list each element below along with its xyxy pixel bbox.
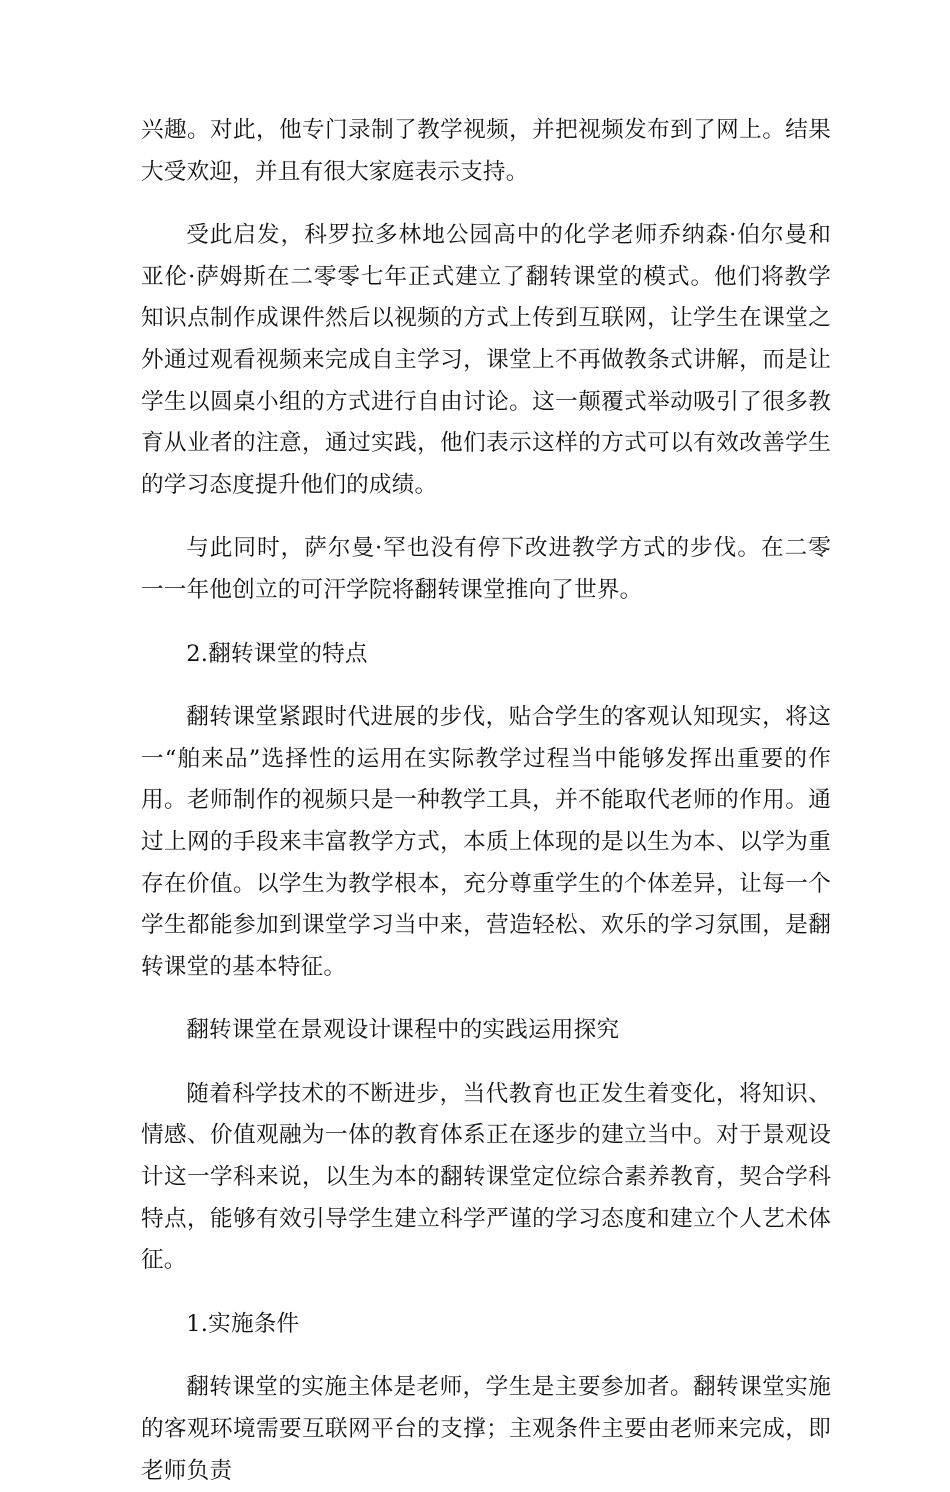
- paragraph: 翻转课堂紧跟时代进展的步伐，贴合学生的客观认知现实，将这一“舶来品”选择性的运用在实际教学过程当中能够发挥出重要的作用。老师制作的视频只是一种教学工具，并不能取代老师的作用。通过上网的手段来丰富教学方式，本质上体现的是以生为本、以学为重存在价值。以学生为教学根本，充分尊重学生的个体差异，让每一个学生都能参加到课堂学习当中来，营造轻松、欢乐的学习氛围，是翻转课堂的基本特征。: [141, 704, 831, 980]
- section-heading: 2.翻转课堂的特点: [186, 640, 368, 667]
- section-heading: 1.实施条件: [186, 1310, 300, 1337]
- paragraph: 与此同时，萨尔曼·罕也没有停下改进教学方式的步伐。在二零一一年他创立的可汗学院将翻转课堂推向了世界。: [141, 535, 831, 603]
- paragraph: 随着科学技术的不断进步，当代教育也正发生着变化，将知识、情感、价值观融为一体的教育体系正在逐步的建立当中。对于景观设计这一学科来说，以生为本的翻转课堂定位综合素养教育，契合学科特点，能够有效引导学生建立科学严谨的学习态度和建立个人艺术体征。: [141, 1080, 831, 1274]
- paragraph: 受此启发，科罗拉多林地公园高中的化学老师乔纳森·伯尔曼和亚伦·萨姆斯在二零零七年正式建立了翻转课堂的模式。他们将教学知识点制作成课件然后以视频的方式上传到互联网，让学生在课堂之外通过观看视频来完成自主学习，课堂上不再做教条式讲解，而是让学生以圆桌小组的方式进行自由讨论。这一颠覆式举动吸引了很多教育从业者的注意，通过实践，他们表示这样的方式可以有效改善学生的学习态度提升他们的成绩。: [141, 222, 831, 498]
- document-body: [141, 110, 831, 1492]
- paragraph-continued: 兴趣。对此，他专门录制了教学视频，并把视频发布到了网上。结果大受欢迎，并且有很大家庭表示支持。: [141, 117, 831, 185]
- section-heading: 翻转课堂在景观设计课程中的实践运用探究: [186, 1017, 620, 1044]
- paragraph: 翻转课堂的实施主体是老师，学生是主要参加者。翻转课堂实施的客观环境需要互联网平台的支撑；主观条件主要由老师来完成，即老师负责: [141, 1374, 831, 1484]
